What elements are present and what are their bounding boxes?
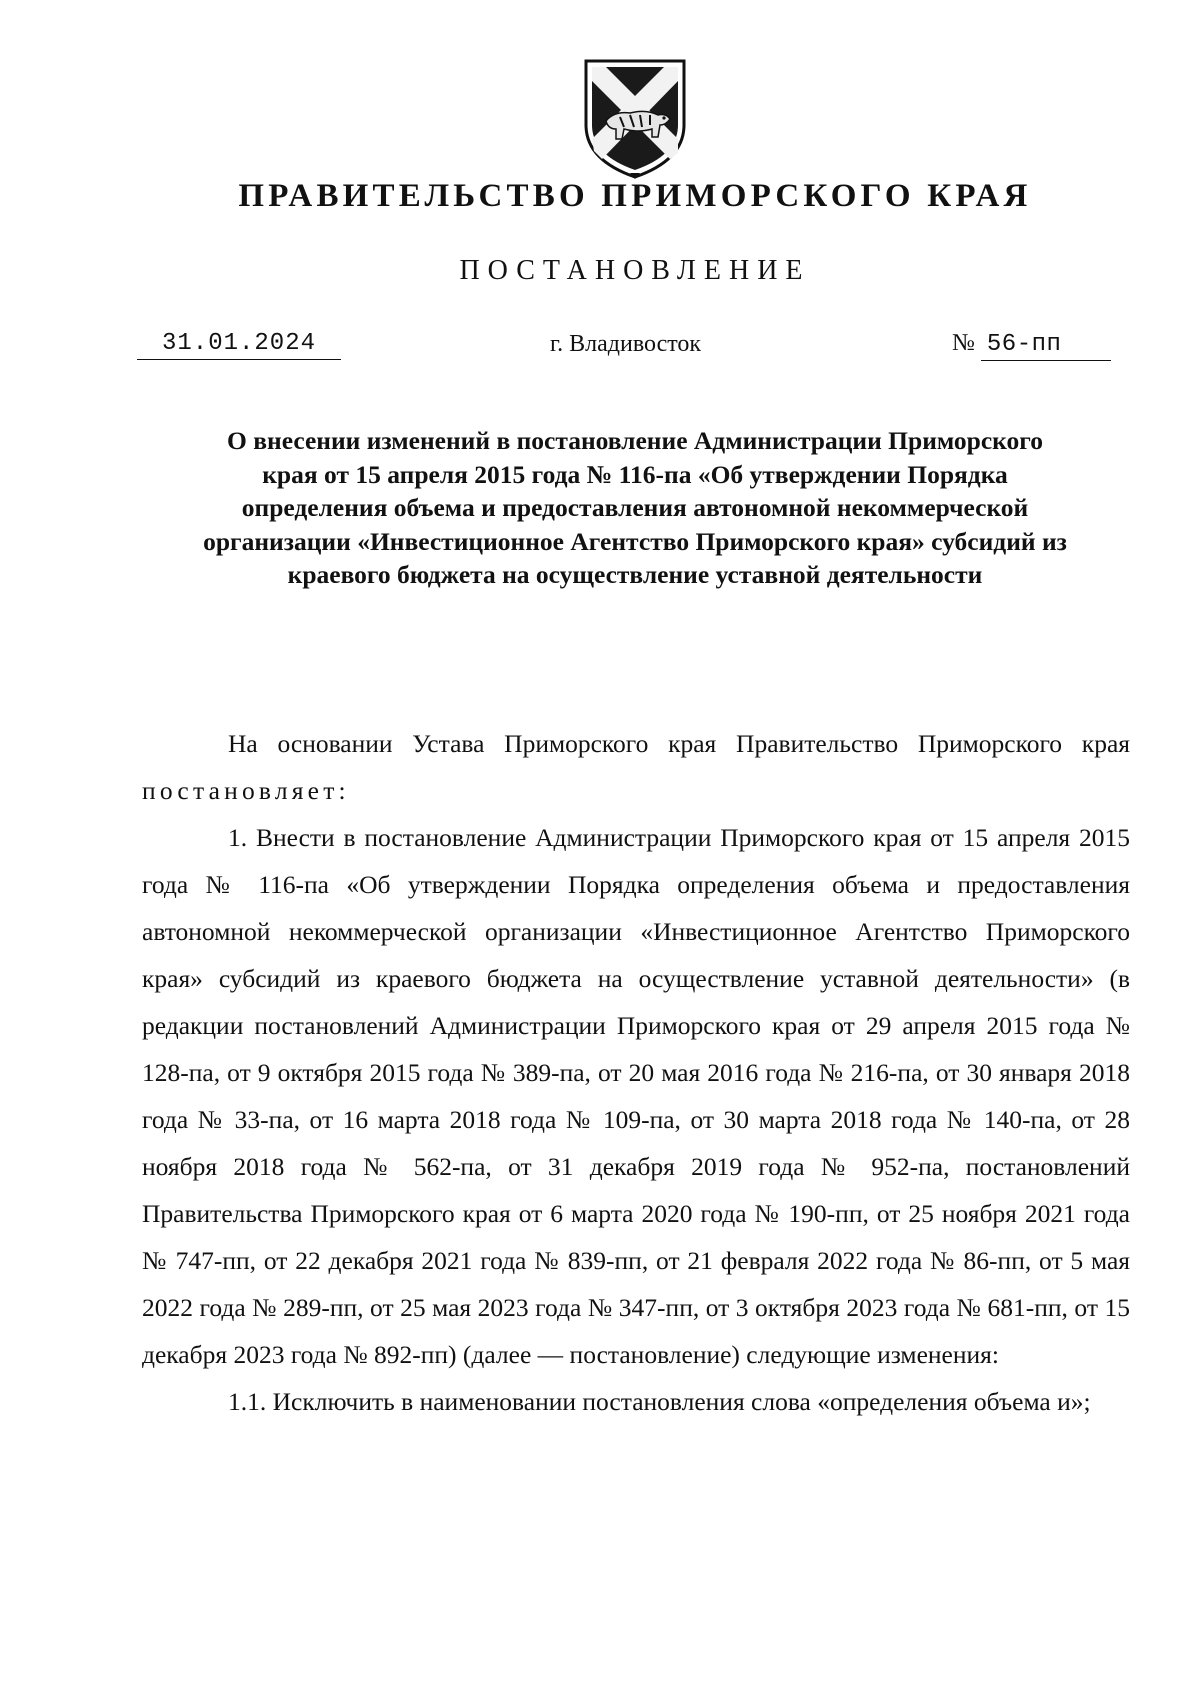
preamble-text: На основании Устава Приморского края Правительство Приморского края [228,729,1130,758]
number-prefix: № [952,330,975,356]
document-city: г. Владивосток [550,331,702,357]
document-body [142,720,1130,1425]
paragraph-1-1: 1.1. Исключить в наименовании постановления слова «определения объема и»; [228,1387,1091,1416]
organization-title: ПРАВИТЕЛЬСТВО ПРИМОРСКОГО КРАЯ [238,178,1032,214]
document-date: 31.01.2024 [137,330,341,360]
paragraph-1: 1. Внести в постановление Администрации Приморского края от 15 апреля 2015 года № 116-па «Об утверждении Порядка определения объема и предоставления автономной некоммерческой организации «Инвестиционное Агентство Приморского края» субсидий из краевого бюджета на осуществление уставной деятельности» (в редакции постановлений Администрации Приморского края от 29 апреля 2015 года № 128-па, от 9 октября 2015 года № 389-па, от 20 мая 2016 года № 216-па, от 30 января 2018 года № 33-па, от 16 марта 2018 года № 109-па, от 30 марта 2018 года № 140-па, от 28 ноября 2018 года № 562-па, от 31 декабря 2019 года № 952-па, постановлений Правительства Приморского края от 6 марта 2020 года № 190-пп, от 25 ноября 2021 года № 747-пп, от 22 декабря 2021 года № 839-пп, от 21 февраля 2022 года № 86-пп, от 5 мая 2022 года № 289-пп, от 25 мая 2023 года № 347-пп, от 3 октября 2023 года № 681-пп, от 15 декабря 2023 года № 892-пп) (далее — постановление) следующие изменения: [142,823,1130,1369]
document-number [952,330,1111,361]
preamble-paragraph [142,720,1130,814]
resolves-word: постановляет: [142,776,350,805]
number-value: 56-пп [981,331,1111,361]
coat-of-arms-icon [580,55,690,180]
document-type: ПОСТАНОВЛЕНИЕ [459,255,811,286]
document-heading: О внесении изменений в постановление Администрации Приморского края от 15 апреля 2015 года № 116-па «Об утверждении Порядка определения объема и предоставления автономной некоммерческой организации «Инвестиционное Агентство Приморского края» субсидий из краевого бюджета на осуществление уставной деятельности [203,426,1067,589]
